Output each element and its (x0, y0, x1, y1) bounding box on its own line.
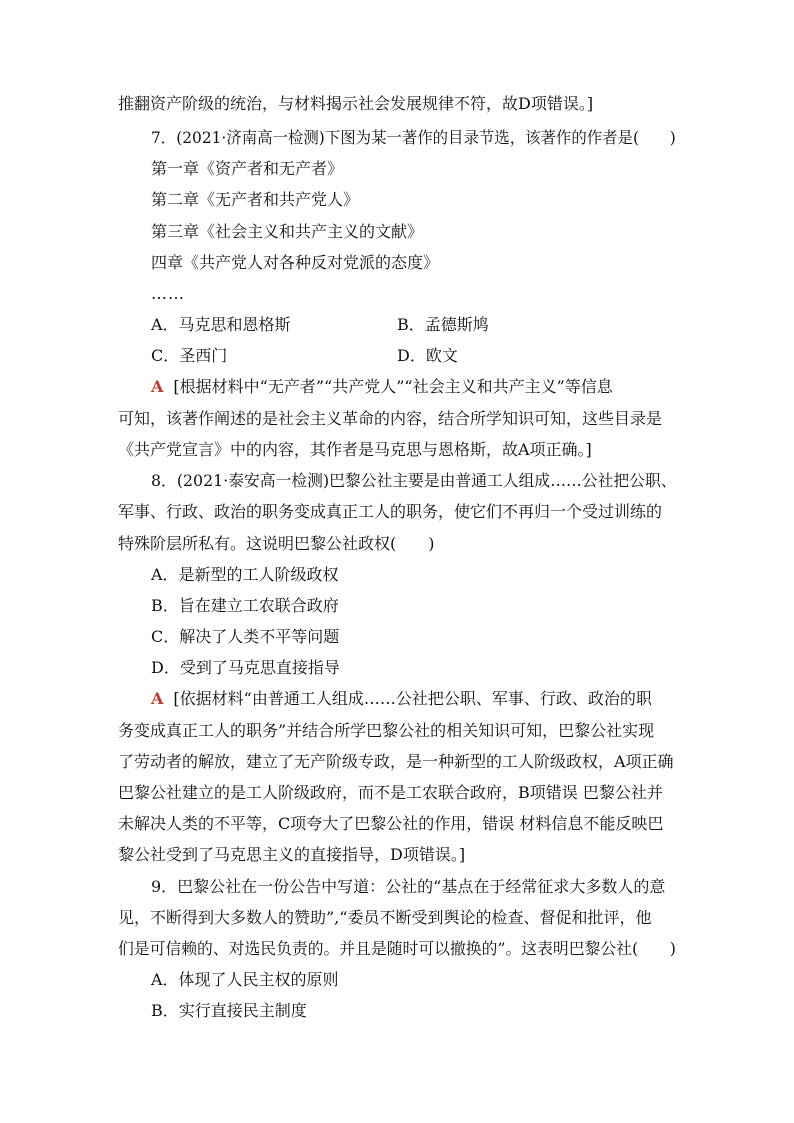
q7-analysis-line (151, 377, 613, 397)
q7-analysis-text: [根据材料中“无产者”“共产党人”“社会主义和共产主义”等信息 (173, 377, 613, 396)
q8-option-b: B．旨在建立工农联合政府 (151, 596, 339, 615)
q8-stem-line: 特殊阶层所私有。这说明巴黎公社政权( ) (118, 534, 435, 553)
q8-stem-line: 军事、行政、政治的职务变成真正工人的职务，使它们不再归一个受过训练的 (118, 502, 663, 521)
q7-analysis-line: 《共产党宣言》中的内容，其作者是马克思与恩格斯，故A项正确。] (118, 440, 592, 459)
q8-analysis-text: [依据材料“由普通工人组成……公社把公职、军事、行政、政治的职 (173, 689, 652, 708)
q7-option-a: A．马克思和恩格斯 (151, 315, 291, 334)
q8-analysis-line: 巴黎公社建立的是工人阶级政府，而不是工农联合政府，B项错误 巴黎公社并 (118, 783, 663, 802)
q7-answer-letter: A (151, 377, 164, 396)
q8-stem-line: 8．(2021·泰安高一检测)巴黎公社主要是由普通工人组成……公社把公职、 (151, 471, 677, 490)
q7-toc-ellipsis: …… (151, 284, 185, 303)
q8-option-a: A．是新型的工人阶级政权 (151, 565, 339, 584)
q8-answer-letter: A (151, 689, 164, 708)
q9-stem-line: 见，不断得到大多数人的赞助”,“委员不断受到舆论的检查、督促和批评，他 (118, 908, 652, 927)
q8-analysis-line: 务变成真正工人的职务”并结合所学巴黎公社的相关知识可知，巴黎公社实现 (118, 721, 655, 740)
q7-toc-item: 第三章《社会主义和共产主义的文献》 (151, 222, 424, 241)
q8-analysis-line: 未解决人类的不平等，C项夸大了巴黎公社的作用，错误 材料信息不能反映巴 (118, 814, 664, 833)
q9-stem-line: 们是可信赖的、对选民负责的。并且是随时可以撤换的”。这表明巴黎公社( ) (118, 939, 676, 958)
q9-option-a: A．体现了人民主权的原则 (151, 970, 339, 989)
q9-option-b: B．实行直接民主制度 (151, 1001, 307, 1020)
q8-option-d: D．受到了马克思直接指导 (151, 658, 340, 677)
q7-toc-item: 第一章《资产者和无产者》 (151, 159, 344, 178)
q7-toc-item: 四章《共产党人对各种反对党派的态度》 (151, 253, 440, 272)
q8-analysis-line: 了劳动者的解放，建立了无产阶级专政，是一种新型的工人阶级政权，A项正确 (118, 752, 674, 771)
q8-option-c: C．解决了人类不平等问题 (151, 627, 340, 646)
q7-option-c: C．圣西门 (151, 346, 228, 365)
q8-analysis-line (151, 689, 652, 709)
q7-option-b: B．孟德斯鸠 (397, 315, 489, 334)
q7-analysis-line: 可知，该著作阐述的是社会主义革命的内容，结合所学知识可知，这些目录是 (118, 409, 663, 428)
q7-toc-item: 第二章《无产者和共产党人》 (151, 190, 360, 209)
lead-text: 推翻资产阶级的统治，与材料揭示社会发展规律不符，故D项错误。] (118, 94, 594, 113)
q7-stem: 7．(2021·济南高一检测)下图为某一著作的目录节选，该著作的作者是( ) (151, 128, 676, 147)
q7-option-d: D．欧文 (397, 346, 458, 365)
q8-analysis-line: 黎公社受到了马克思主义的直接指导，D项错误。] (118, 845, 466, 864)
q9-stem-line: 9．巴黎公社在一份公告中写道：公社的“基点在于经常征求大多数人的意 (151, 877, 666, 896)
